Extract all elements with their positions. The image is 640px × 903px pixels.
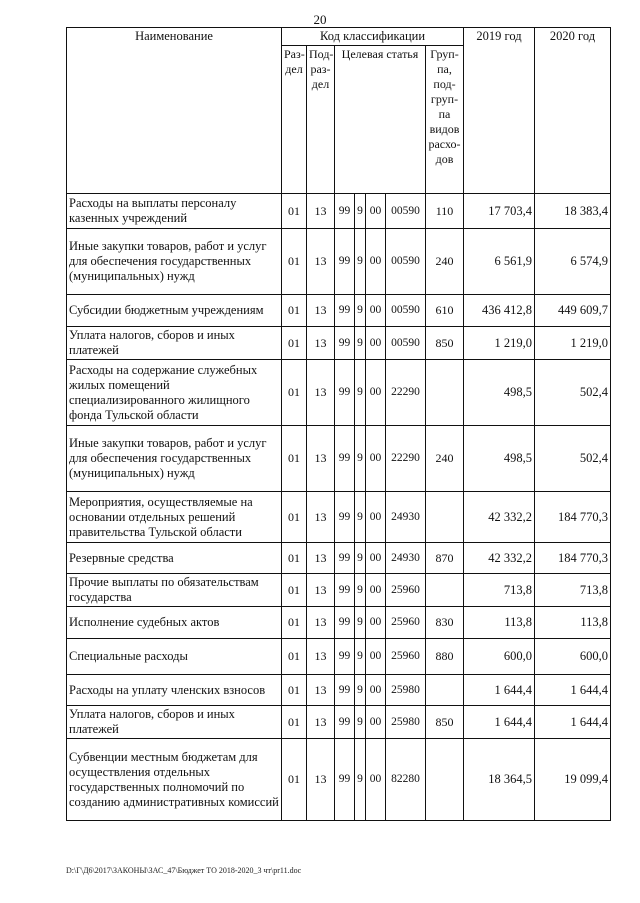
header-code: Код классификации (282, 28, 464, 46)
row-target-subprogram: 9 (355, 360, 366, 426)
row-target-program: 99 (335, 607, 355, 639)
row-podrazdel: 13 (307, 327, 335, 360)
row-target-subprogram: 9 (355, 739, 366, 821)
row-amount-2019: 18 364,5 (464, 739, 535, 821)
row-amount-2020: 600,0 (535, 639, 611, 675)
row-target-direction: 00590 (386, 327, 426, 360)
row-razdel: 01 (282, 574, 307, 607)
row-razdel: 01 (282, 706, 307, 739)
row-target-direction: 00590 (386, 229, 426, 295)
table-row (67, 574, 611, 607)
row-target-event: 00 (366, 739, 386, 821)
row-amount-2020: 1 644,4 (535, 706, 611, 739)
table-row (67, 295, 611, 327)
row-target-program: 99 (335, 675, 355, 706)
page-number: 20 (313, 12, 327, 27)
row-amount-2019: 600,0 (464, 639, 535, 675)
row-name: Уплата налогов, сборов и иных платежей (67, 327, 282, 360)
row-target-direction: 25960 (386, 639, 426, 675)
row-amount-2019: 1 644,4 (464, 706, 535, 739)
file-path-footer: D:\Г\Д6\2017\ЗАКОНЫ\ЗАС_47\Бюджет ТО 2018-2020_3 чт\pr11.doc (66, 866, 302, 875)
row-podrazdel: 13 (307, 426, 335, 492)
header-name: Наименование (67, 28, 282, 194)
row-target-direction: 25960 (386, 574, 426, 607)
row-target-program: 99 (335, 639, 355, 675)
row-amount-2020: 113,8 (535, 607, 611, 639)
table-row (67, 739, 611, 821)
row-podrazdel: 13 (307, 639, 335, 675)
row-amount-2020: 449 609,7 (535, 295, 611, 327)
table-row (67, 229, 611, 295)
row-target-event: 00 (366, 327, 386, 360)
row-target-direction: 22290 (386, 360, 426, 426)
row-podrazdel: 13 (307, 543, 335, 574)
row-amount-2020: 184 770,3 (535, 543, 611, 574)
row-amount-2019: 113,8 (464, 607, 535, 639)
row-name: Специальные расходы (67, 639, 282, 675)
row-target-subprogram: 9 (355, 607, 366, 639)
row-name: Прочие выплаты по обязательствам государства (67, 574, 282, 607)
row-target-subprogram: 9 (355, 706, 366, 739)
row-amount-2019: 1 644,4 (464, 675, 535, 706)
row-razdel: 01 (282, 492, 307, 543)
row-target-direction: 00590 (386, 295, 426, 327)
row-amount-2019: 6 561,9 (464, 229, 535, 295)
table-body (67, 194, 611, 821)
row-target-subprogram: 9 (355, 229, 366, 295)
row-target-event: 00 (366, 607, 386, 639)
row-amount-2019: 17 703,4 (464, 194, 535, 229)
row-amount-2019: 42 332,2 (464, 492, 535, 543)
row-expense-group: 850 (426, 706, 464, 739)
row-amount-2019: 1 219,0 (464, 327, 535, 360)
budget-table (66, 27, 611, 821)
row-target-event: 00 (366, 229, 386, 295)
row-target-event: 00 (366, 295, 386, 327)
table-row (67, 426, 611, 492)
row-target-subprogram: 9 (355, 492, 366, 543)
row-podrazdel: 13 (307, 492, 335, 543)
row-target-event: 00 (366, 360, 386, 426)
row-target-program: 99 (335, 739, 355, 821)
row-podrazdel: 13 (307, 229, 335, 295)
row-target-program: 99 (335, 706, 355, 739)
row-amount-2020: 6 574,9 (535, 229, 611, 295)
row-expense-group (426, 675, 464, 706)
row-target-event: 00 (366, 675, 386, 706)
row-amount-2019: 42 332,2 (464, 543, 535, 574)
row-target-event: 00 (366, 574, 386, 607)
row-name: Мероприятия, осуществляемые на основании отдельных решений правительства Тульской области (67, 492, 282, 543)
row-amount-2020: 184 770,3 (535, 492, 611, 543)
row-name: Субсидии бюджетным учреждениям (67, 295, 282, 327)
row-expense-group: 870 (426, 543, 464, 574)
table-row (67, 327, 611, 360)
row-expense-group: 240 (426, 426, 464, 492)
row-target-program: 99 (335, 426, 355, 492)
row-razdel: 01 (282, 295, 307, 327)
row-expense-group: 240 (426, 229, 464, 295)
row-target-subprogram: 9 (355, 543, 366, 574)
row-expense-group (426, 739, 464, 821)
row-amount-2019: 713,8 (464, 574, 535, 607)
row-amount-2020: 502,4 (535, 426, 611, 492)
row-name: Расходы на выплаты персоналу казенных учреждений (67, 194, 282, 229)
row-target-subprogram: 9 (355, 675, 366, 706)
row-amount-2020: 713,8 (535, 574, 611, 607)
row-podrazdel: 13 (307, 194, 335, 229)
row-podrazdel: 13 (307, 295, 335, 327)
table-row (67, 607, 611, 639)
header-year-2020: 2020 год (535, 28, 611, 194)
row-amount-2020: 19 099,4 (535, 739, 611, 821)
row-target-event: 00 (366, 426, 386, 492)
table-row (67, 360, 611, 426)
row-razdel: 01 (282, 543, 307, 574)
row-target-event: 00 (366, 492, 386, 543)
row-razdel: 01 (282, 327, 307, 360)
row-target-direction: 24930 (386, 492, 426, 543)
row-target-subprogram: 9 (355, 327, 366, 360)
header-year-2019: 2019 год (464, 28, 535, 194)
row-target-program: 99 (335, 360, 355, 426)
row-target-subprogram: 9 (355, 194, 366, 229)
row-podrazdel: 13 (307, 607, 335, 639)
row-razdel: 01 (282, 194, 307, 229)
row-amount-2020: 1 644,4 (535, 675, 611, 706)
row-target-program: 99 (335, 194, 355, 229)
row-target-program: 99 (335, 295, 355, 327)
row-expense-group (426, 492, 464, 543)
row-expense-group: 110 (426, 194, 464, 229)
table-row (67, 706, 611, 739)
row-expense-group: 880 (426, 639, 464, 675)
row-target-direction: 22290 (386, 426, 426, 492)
row-name: Иные закупки товаров, работ и услуг для обеспечения государственных (муниципальных) нужд (67, 426, 282, 492)
row-target-direction: 00590 (386, 194, 426, 229)
table-header (67, 28, 611, 194)
row-name: Субвенции местным бюджетам для осуществления отдельных государственных полномочий по созданию административных комиссий (67, 739, 282, 821)
row-razdel: 01 (282, 739, 307, 821)
row-expense-group: 830 (426, 607, 464, 639)
row-expense-group: 610 (426, 295, 464, 327)
table-row (67, 675, 611, 706)
row-target-event: 00 (366, 194, 386, 229)
row-target-direction: 25980 (386, 675, 426, 706)
table-row (67, 639, 611, 675)
row-name: Расходы на уплату членских взносов (67, 675, 282, 706)
row-razdel: 01 (282, 426, 307, 492)
row-amount-2020: 502,4 (535, 360, 611, 426)
row-target-subprogram: 9 (355, 295, 366, 327)
header-group: Груп- па, под- груп- па видов расхо- дов (426, 46, 464, 194)
row-target-event: 00 (366, 543, 386, 574)
row-target-direction: 25980 (386, 706, 426, 739)
row-target-direction: 24930 (386, 543, 426, 574)
row-expense-group (426, 574, 464, 607)
row-podrazdel: 13 (307, 706, 335, 739)
row-podrazdel: 13 (307, 675, 335, 706)
row-podrazdel: 13 (307, 360, 335, 426)
row-target-program: 99 (335, 492, 355, 543)
row-razdel: 01 (282, 675, 307, 706)
row-name: Расходы на содержание служебных жилых помещений специализированного жилищного фонда Тульской области (67, 360, 282, 426)
row-podrazdel: 13 (307, 739, 335, 821)
row-amount-2020: 18 383,4 (535, 194, 611, 229)
header-podrazdel: Под- раз- дел (307, 46, 335, 194)
row-razdel: 01 (282, 360, 307, 426)
row-amount-2019: 498,5 (464, 426, 535, 492)
row-target-direction: 25960 (386, 607, 426, 639)
header-target: Целевая статья (335, 46, 426, 194)
row-name: Иные закупки товаров, работ и услуг для обеспечения государственных (муниципальных) нужд (67, 229, 282, 295)
row-target-program: 99 (335, 574, 355, 607)
table-row (67, 492, 611, 543)
row-target-program: 99 (335, 543, 355, 574)
row-expense-group (426, 360, 464, 426)
row-amount-2019: 498,5 (464, 360, 535, 426)
row-podrazdel: 13 (307, 574, 335, 607)
table-row (67, 543, 611, 574)
row-name: Исполнение судебных актов (67, 607, 282, 639)
row-name: Уплата налогов, сборов и иных платежей (67, 706, 282, 739)
row-target-event: 00 (366, 639, 386, 675)
row-razdel: 01 (282, 229, 307, 295)
row-target-subprogram: 9 (355, 639, 366, 675)
row-amount-2019: 436 412,8 (464, 295, 535, 327)
row-name: Резервные средства (67, 543, 282, 574)
row-expense-group: 850 (426, 327, 464, 360)
row-target-event: 00 (366, 706, 386, 739)
row-target-subprogram: 9 (355, 426, 366, 492)
row-target-program: 99 (335, 229, 355, 295)
row-amount-2020: 1 219,0 (535, 327, 611, 360)
table-row (67, 194, 611, 229)
row-target-program: 99 (335, 327, 355, 360)
header-razdel: Раз- дел (282, 46, 307, 194)
row-razdel: 01 (282, 607, 307, 639)
row-target-direction: 82280 (386, 739, 426, 821)
row-target-subprogram: 9 (355, 574, 366, 607)
row-razdel: 01 (282, 639, 307, 675)
